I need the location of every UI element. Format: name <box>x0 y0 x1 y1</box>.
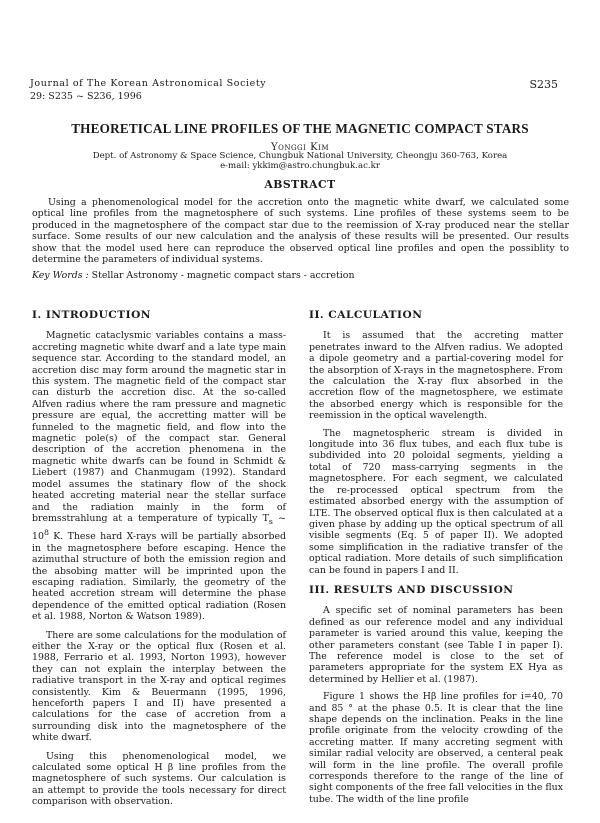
intro-paragraph-3: Using this phenomenological model, we calculated some optical H β line profiles from the magnetosphere of such systems. Our calculation is an attempt to provide the tools necessary for direct comparison with observation. <box>32 750 286 808</box>
intro-paragraph-2: There are some calculations for the modulation of either the X-ray or the optical flux (Rosen et al. 1988, Ferrario et al. 1993, Norton 1993), however they can not explain the interplay between the radiative transport in the X-ray and optical regimes consistently. Kim & Beuermann (1995, 1996, henceforth papers I and II) have presented a calculations for the case of accretion from a surrounding disk into the magnetosphere of the white dwarf. <box>32 629 286 744</box>
results-paragraph-1: A specific set of nominal parameters has been defined as our reference model and any individual parameter is varied around this value, keeping the other parameters constant (see Table I in paper I). The reference model is close to the set of parameters appropriate for the system EX Hya as determined by Hellier et al. (1987). <box>309 605 563 685</box>
paper-title: THEORETICAL LINE PROFILES OF THE MAGNETIC COMPACT STARS <box>71 121 529 136</box>
results-paragraph-2: Figure 1 shows the Hβ line profiles for i=40, 70 and 85 ° at the phase 0.5. It is clear that the line shape depends on the inclination. Peaks in the line profile originate from the velocity crowding of the accreting matter. If many accreting segment with similar radial velocity are observed, a centeral peak will form in the line profile. The overall profile corresponds therefore to the range of the line of sight components of the free fall velocities in the flux tube. The width of the line profile <box>309 691 563 805</box>
affiliation <box>0 152 600 171</box>
calc-paragraph-2: The magnetospheric stream is divided in longitude into 36 flux tubes, and each flux tube is subdivided into 20 poloidal segments, yielding a total of 720 mass-carrying segments in the magnetosphere. For each segment, we calculated the re-processed optical spectrum from the estimated absorbed energy with the assumption of LTE. The observed optical flux is then calculated at a given phase by adding up the optical spectrum of all visible segments (Eq. 5 of paper II). We adopted some simplification in the radiative transfer of the optical radiation. More details of such simplification can be found in papers I and II. <box>309 427 563 576</box>
page-number: S235 <box>529 78 558 91</box>
abstract-body <box>32 197 569 265</box>
calc-paragraph-1: It is assumed that the accreting matter penetrates inward to the Alfven radius. We adopted a dipole geometry and a partial-covering model for the absorption of X-rays in the magnetosphere. From the calculation the X-ray flux absorbed in the accretion flow of the magnetosphere, we estimate the absorbed energy which is responsible for the reemission in the optical wavelength. <box>309 330 563 422</box>
section-heading-results: III. RESULTS AND DISCUSSION <box>309 583 514 596</box>
abstract-heading: ABSTRACT <box>264 178 336 191</box>
section-heading-introduction: I. INTRODUCTION <box>32 309 151 321</box>
affiliation-email: e-mail: ykkim@astro.chungbuk.ac.kr <box>220 160 380 171</box>
keywords <box>32 270 569 281</box>
keywords-text: Stellar Astronomy - magnetic compact stars - accretion <box>91 270 355 281</box>
section-heading-calculation: II. CALCULATION <box>309 309 423 321</box>
abstract-text: Using a phenomenological model for the accretion onto the magnetic white dwarf, we calculated some optical line profiles from the magnetosphere of such systems. Line profiles of these systems seem to be produced in the magnetosphere of the compact star due to the reemission of X-ray produced near the stellar surface. Some results of our new calculation and the analysis of these results will be presented. Our results show that the model used here can reproduce the observed optical line profiles and open the possiblity to determine the parameters of individual systems. <box>32 197 569 266</box>
intro-paragraph-1: Magnetic cataclysmic variables contains a mass-accreting magnetic white dwarf and a late type main sequence star. According to the standard model, an accretion disc may form around the magnetic star in this system. The magnetic field of the compact star can disturb the accretion disc. At the so-called Alfven radius where the ram pressure and magnetic pressure are equal, the accretting matter will be funneled to the magnetic field, and flow into the magnetic pole(s) of the compact star. General description of the accretion phenomena in the magnetic white dwarfs can be found in Schmidt & Liebert (1987) and Chanmugam (1992). Standard model assumes the statinary flow of the shock heated accreting material near the stellar surface and the radiation mainly in the form of bremsstrahlung at a temperature of typically $T_s$ ~ $10^8$ K. These hard X-rays will be partially absorbed in the magnetosphere before escaping. Hence the azimuthal structure of both the emission region and the absobing matter will be imprinted upon the escaping radiation. Similarly, the geometry of the heated accretion stream will determine the phase dependence of the emitted optical radiation (Rosen et al. 1988, Norton & Watson 1989). <box>32 330 286 623</box>
right-column <box>309 310 563 812</box>
keywords-label: Key Words : <box>32 270 89 281</box>
affiliation-dept: Dept. of Astronomy & Space Science, Chungbuk National University, Cheongju 360-763, Korea <box>92 151 508 161</box>
journal-issue: 29: S235 ~ S236, 1996 <box>30 91 142 102</box>
left-column <box>32 310 286 815</box>
journal-name: Journal of The Korean Astronomical Society <box>30 78 267 89</box>
author-name: Yonggi Kim <box>271 142 329 153</box>
